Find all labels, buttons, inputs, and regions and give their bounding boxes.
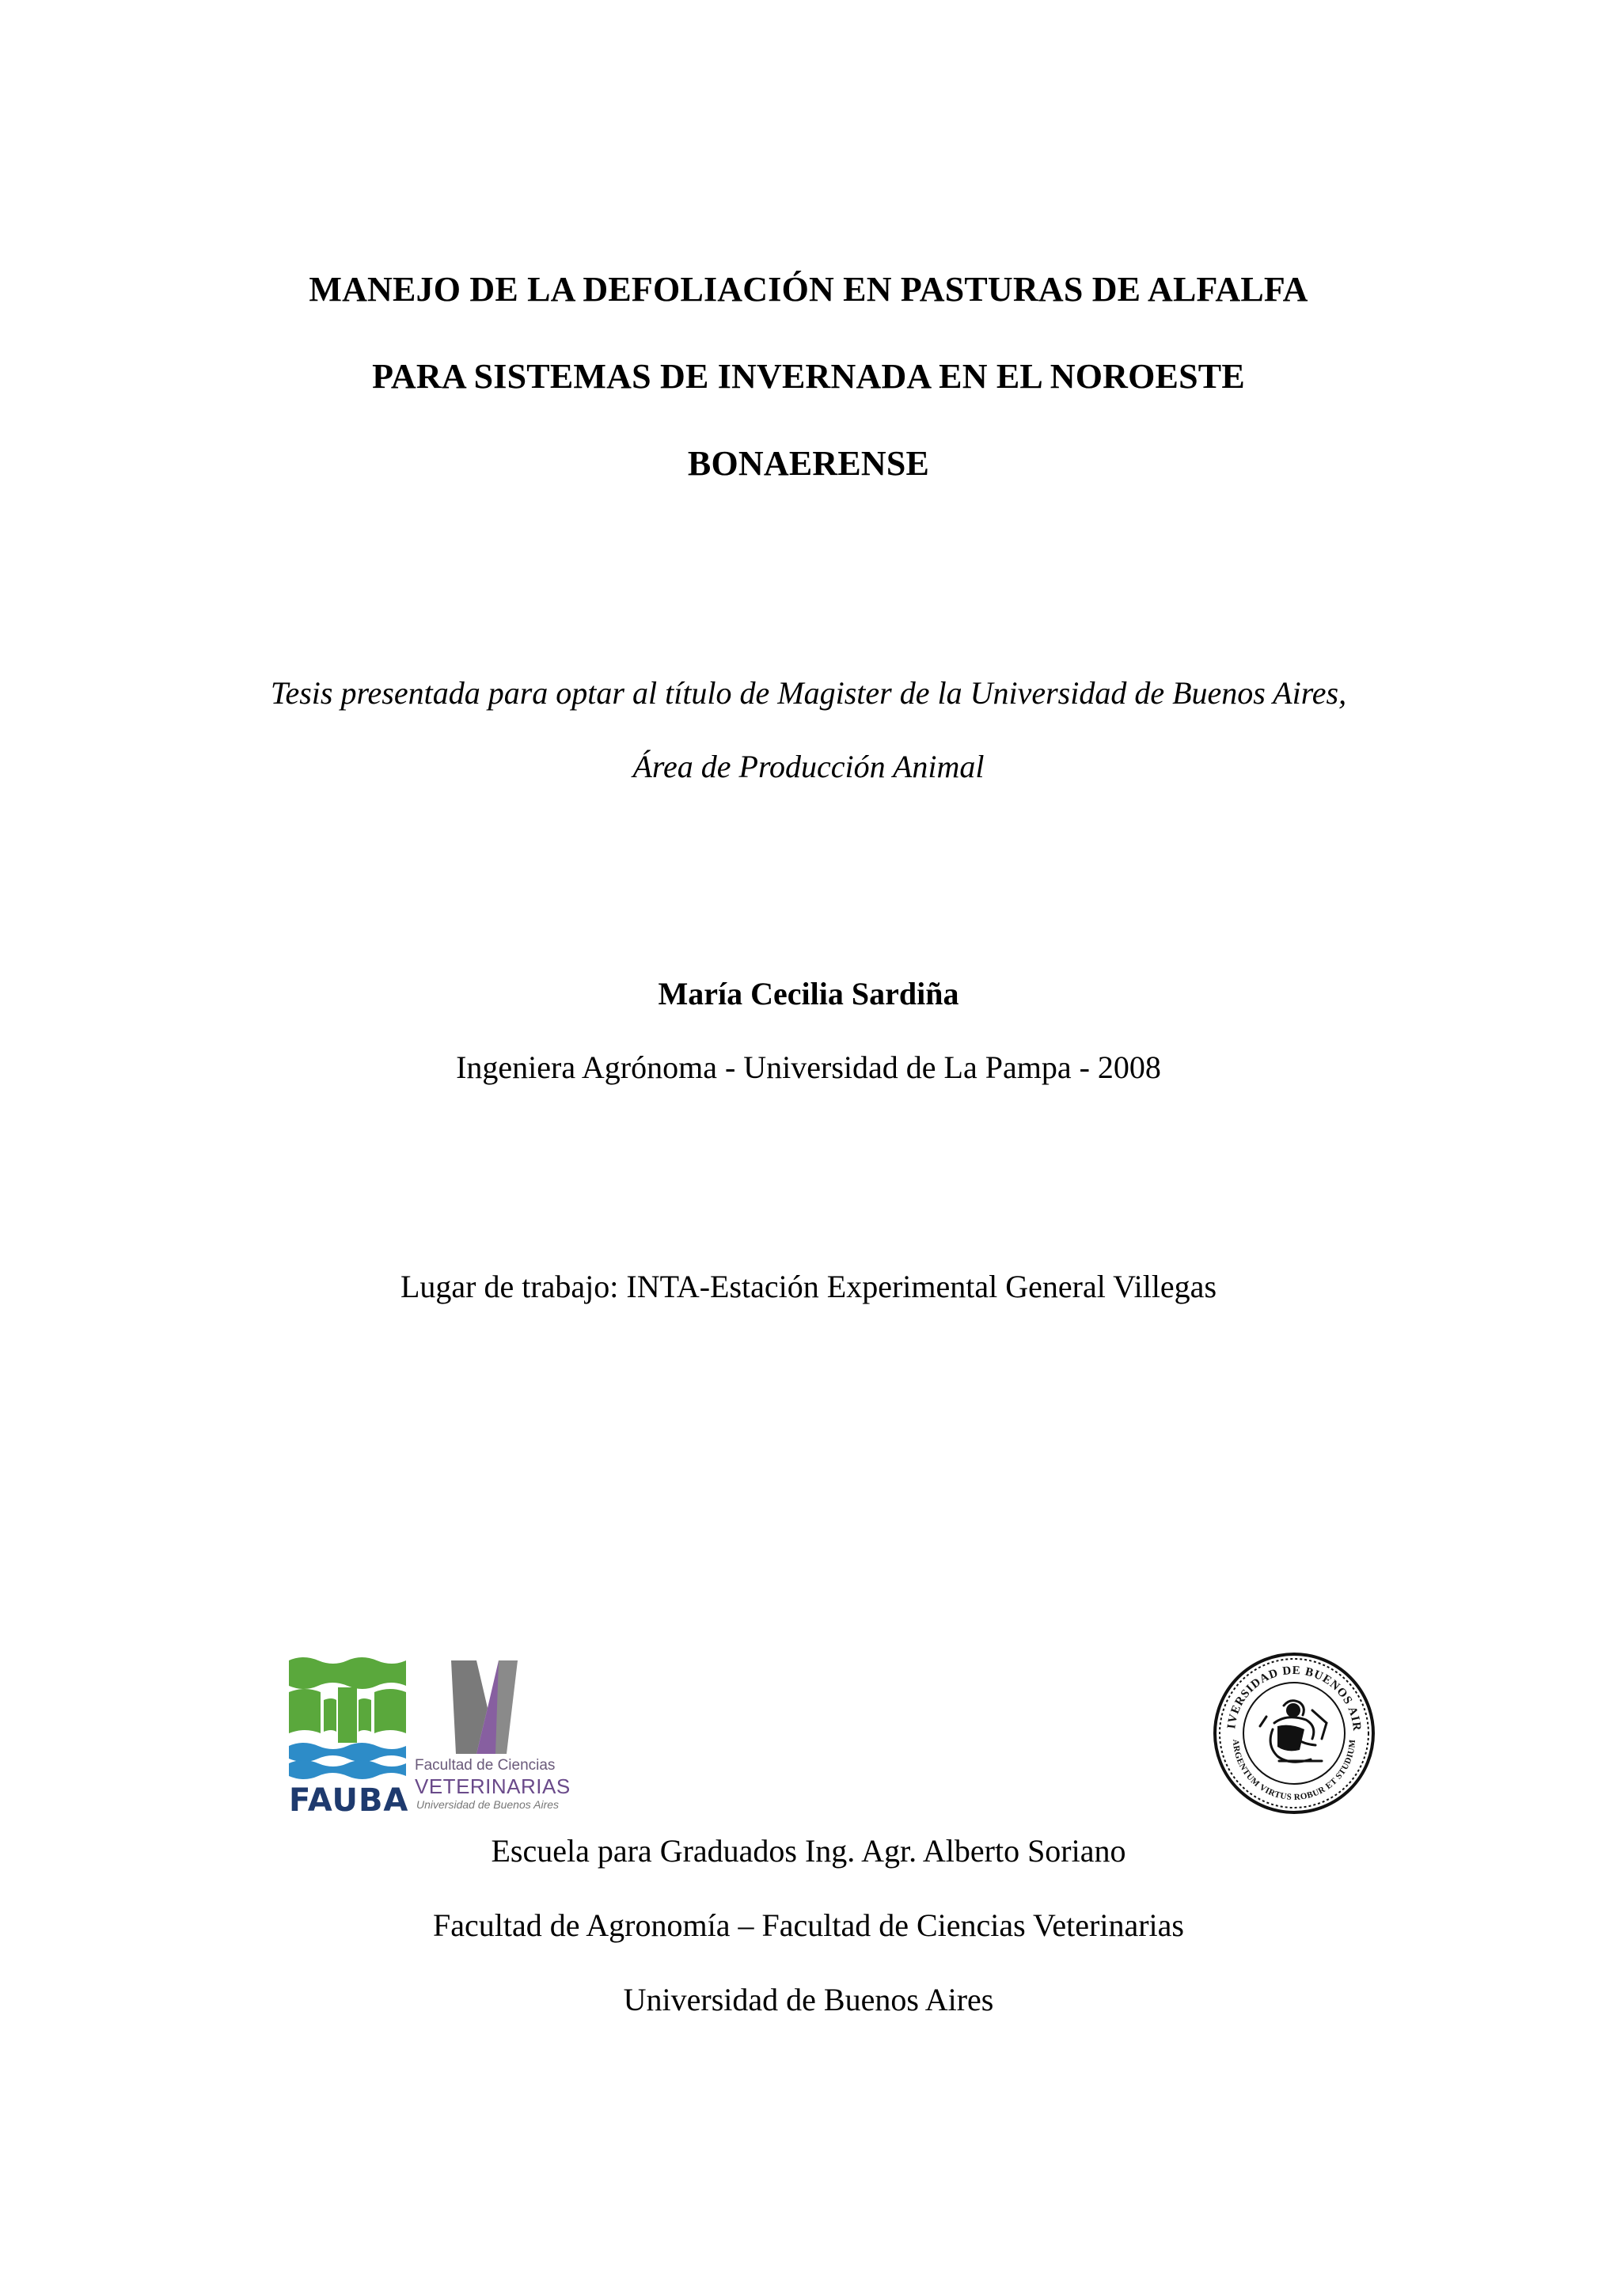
author-degree: Ingeniera Agrónoma - Universidad de La Pampa - 2008 xyxy=(456,1049,1161,1085)
workplace: Lugar de trabajo: INTA-Estación Experimental General Villegas xyxy=(400,1269,1217,1304)
veterinarias-logo-icon xyxy=(445,1660,524,1754)
veterinarias-logo-line3: Universidad de Buenos Aires xyxy=(416,1798,560,1811)
title-line-1: MANEJO DE LA DEFOLIACIÓN EN PASTURAS DE ALFALFA xyxy=(309,270,1308,309)
veterinarias-logo-line2: VETERINARIAS xyxy=(415,1774,571,1798)
uba-seal-icon xyxy=(1211,1650,1377,1816)
fauba-logo-text: FAUBA xyxy=(289,1782,409,1819)
uba-seal xyxy=(1211,1650,1377,1816)
veterinarias-logo xyxy=(413,1660,571,1819)
subtitle-line-1: Tesis presentada para optar al título de Magister de la Universidad de Buenos Aires, xyxy=(270,675,1347,711)
footer-line-1: Escuela para Graduados Ing. Agr. Alberto Soriano xyxy=(491,1833,1126,1869)
subtitle-line-2: Área de Producción Animal xyxy=(632,749,985,784)
title-line-2: PARA SISTEMAS DE INVERNADA EN EL NOROESTE xyxy=(372,357,1245,396)
seal-ring-top-text: IVERSIDAD DE BUENOS AIR xyxy=(1225,1664,1364,1732)
footer-line-2: Facultad de Agronomía – Facultad de Ciencias Veterinarias xyxy=(433,1907,1184,1943)
seal-ring-bottom-text: ARGENTUM VIRTUS ROBUR ET STUDIUM xyxy=(1230,1739,1358,1803)
veterinarias-logo-line1: Facultad de Ciencias xyxy=(415,1757,556,1774)
footer-line-3: Universidad de Buenos Aires xyxy=(623,1982,994,2017)
fauba-logo-icon xyxy=(289,1654,406,1781)
author-name: María Cecilia Sardiña xyxy=(658,976,959,1011)
title-line-3: BONAERENSE xyxy=(687,444,930,483)
fauba-logo xyxy=(289,1654,409,1820)
